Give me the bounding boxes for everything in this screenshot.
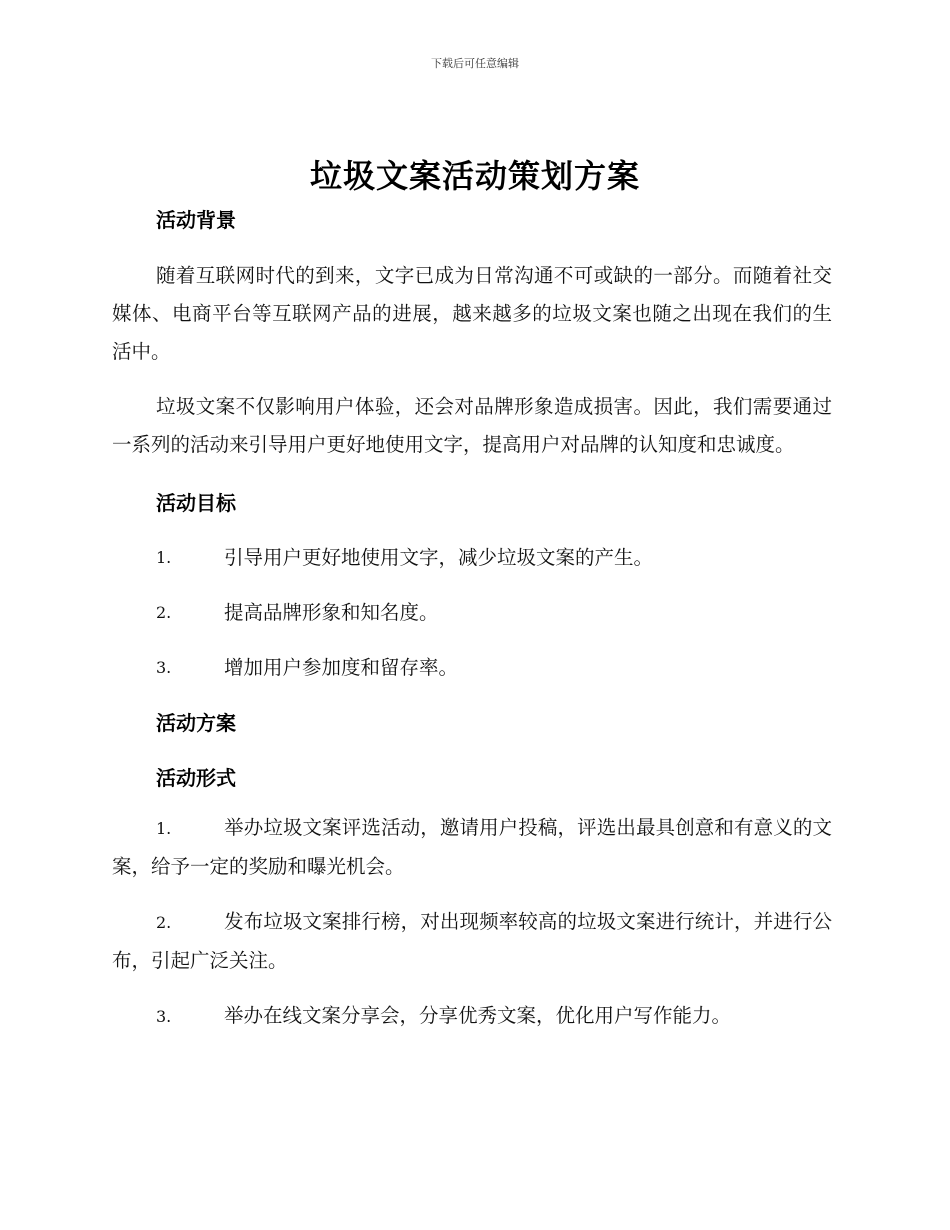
section-heading-plan: 活动方案 xyxy=(156,711,236,735)
section-heading-background: 活动背景 xyxy=(156,208,236,232)
paragraph: 随着互联网时代的到来，文字已成为日常沟通不可或缺的一部分。而随着社交媒体、电商平台等互联网产品的进展，越来越多的垃圾文案也随之出现在我们的生活中。 xyxy=(112,264,832,363)
section-heading-goals: 活动目标 xyxy=(156,491,236,515)
list-text: 举办垃圾文案评选活动，邀请用户投稿，评选出最具创意和有意义的文案，给予一定的奖励和曝光机会。 xyxy=(112,816,832,878)
list-item xyxy=(112,997,832,1036)
list-number: 3. xyxy=(156,1007,172,1026)
list-text: 提高品牌形象和知名度。 xyxy=(224,601,439,624)
list-item xyxy=(112,599,832,627)
list-item xyxy=(112,544,832,572)
list-item xyxy=(112,809,832,886)
list-text: 引导用户更好地使用文字，减少垃圾文案的产生。 xyxy=(224,546,654,569)
section-heading-format: 活动形式 xyxy=(156,766,236,790)
list-text: 发布垃圾文案排行榜，对出现频率较高的垃圾文案进行统计，并进行公布，引起广泛关注。 xyxy=(112,910,832,972)
list-text: 增加用户参加度和留存率。 xyxy=(224,656,459,679)
list-number: 1. xyxy=(156,819,172,838)
list-number: 1. xyxy=(156,548,172,567)
list-number: 2. xyxy=(156,603,172,622)
list-item xyxy=(112,903,832,980)
list-text: 举办在线文案分享会，分享优秀文案，优化用户写作能力。 xyxy=(224,1004,732,1027)
list-item xyxy=(112,654,832,682)
list-number: 2. xyxy=(156,913,172,932)
document-body xyxy=(112,206,832,1036)
page-header-note: 下载后可任意编辑 xyxy=(431,57,519,70)
paragraph: 垃圾文案不仅影响用户体验，还会对品牌形象造成损害。因此，我们需要通过一系列的活动来引导用户更好地使用文字，提高用户对品牌的认知度和忠诚度。 xyxy=(112,395,832,456)
list-number: 3. xyxy=(156,658,172,677)
document-title: 垃圾文案活动策划方案 xyxy=(309,157,640,195)
